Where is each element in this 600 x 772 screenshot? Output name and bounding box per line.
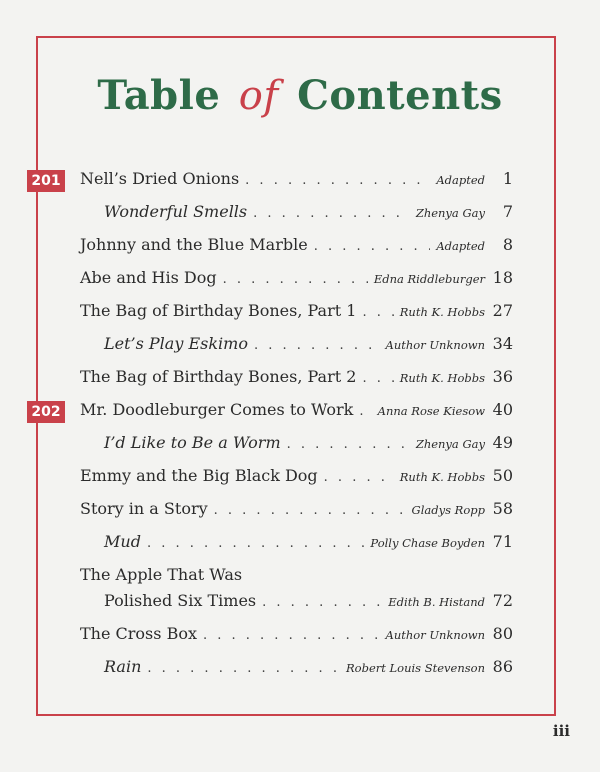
entry-author: Adapted bbox=[436, 173, 485, 187]
entry-title: I’d Like to Be a Worm bbox=[104, 433, 281, 452]
entry-page: 58 bbox=[492, 499, 513, 518]
leader-dots bbox=[362, 305, 393, 320]
leader-dots bbox=[245, 173, 430, 188]
title-word-table: Table bbox=[97, 72, 221, 119]
leader-dots bbox=[223, 272, 368, 287]
unit-badge-201: 201 bbox=[27, 170, 65, 192]
toc-entry[interactable] bbox=[104, 532, 513, 556]
entry-author: Edith B. Histand bbox=[388, 595, 485, 609]
toc-entry[interactable] bbox=[80, 268, 513, 292]
entry-title: Abe and His Dog bbox=[80, 268, 217, 287]
unit-badge-202: 202 bbox=[27, 401, 65, 423]
leader-dots bbox=[203, 628, 380, 643]
leader-dots bbox=[287, 437, 410, 452]
toc-entry[interactable] bbox=[104, 334, 513, 358]
toc-entry[interactable] bbox=[104, 657, 513, 681]
entry-title: Let’s Play Eskimo bbox=[104, 334, 248, 353]
title-word-contents: Contents bbox=[297, 72, 503, 119]
toc-entry[interactable] bbox=[80, 235, 513, 259]
leader-dots bbox=[314, 239, 431, 254]
entry-title: The Bag of Birthday Bones, Part 2 bbox=[80, 367, 357, 386]
toc-entry[interactable] bbox=[104, 433, 513, 457]
entry-title: Story in a Story bbox=[80, 499, 208, 518]
title-word-of: of bbox=[238, 73, 279, 119]
entry-title: The Cross Box bbox=[80, 624, 197, 643]
leader-dots bbox=[147, 661, 340, 676]
entry-title: Polished Six Times bbox=[104, 591, 257, 610]
entry-page: 36 bbox=[492, 367, 513, 386]
entry-author: Robert Louis Stevenson bbox=[346, 661, 485, 675]
entry-author: Ruth K. Hobbs bbox=[399, 305, 485, 319]
entry-author: Adapted bbox=[436, 239, 485, 253]
entry-title: Mr. Doodleburger Comes to Work bbox=[80, 400, 354, 419]
leader-dots bbox=[262, 595, 382, 610]
entry-author: Zhenya Gay bbox=[415, 206, 485, 220]
entry-page: 8 bbox=[502, 235, 513, 254]
entry-author: Polly Chase Boyden bbox=[370, 536, 485, 550]
toc-entry[interactable] bbox=[80, 624, 513, 648]
entry-page: 50 bbox=[492, 466, 513, 485]
entry-page: 40 bbox=[492, 400, 513, 419]
entry-author: Author Unknown bbox=[385, 628, 485, 642]
entry-page: 72 bbox=[492, 591, 513, 610]
entry-author: Author Unknown bbox=[385, 338, 485, 352]
entry-page: 27 bbox=[492, 301, 513, 320]
entry-author: Edna Riddleburger bbox=[373, 272, 485, 286]
toc-entry[interactable] bbox=[80, 169, 513, 193]
entry-page: 18 bbox=[492, 268, 513, 287]
entry-author: Anna Rose Kiesow bbox=[377, 404, 485, 418]
entry-author: Ruth K. Hobbs bbox=[399, 371, 485, 385]
toc-entry[interactable] bbox=[80, 499, 513, 523]
leader-dots bbox=[362, 371, 393, 386]
entry-title: Rain bbox=[104, 657, 142, 676]
entry-author: Gladys Ropp bbox=[411, 503, 485, 517]
toc-entry[interactable] bbox=[80, 466, 513, 490]
toc-entry[interactable] bbox=[104, 591, 513, 615]
entry-page: 80 bbox=[492, 624, 513, 643]
entry-title: Wonderful Smells bbox=[104, 202, 248, 221]
entry-title: Nell’s Dried Onions bbox=[80, 169, 240, 188]
entry-author: Ruth K. Hobbs bbox=[399, 470, 485, 484]
page-number: iii bbox=[552, 722, 570, 740]
entry-page: 86 bbox=[492, 657, 513, 676]
toc-entry[interactable] bbox=[80, 367, 513, 391]
toc-entry[interactable] bbox=[80, 301, 513, 325]
leader-dots bbox=[147, 536, 364, 551]
entry-page: 1 bbox=[502, 169, 513, 188]
leader-dots bbox=[214, 503, 406, 518]
entry-page: 49 bbox=[492, 433, 513, 452]
entry-title: The Bag of Birthday Bones, Part 1 bbox=[80, 301, 357, 320]
entry-title: Emmy and the Big Black Dog bbox=[80, 466, 318, 485]
entry-page: 7 bbox=[502, 202, 513, 221]
leader-dots bbox=[324, 470, 394, 485]
entry-page: 71 bbox=[492, 532, 513, 551]
leader-dots bbox=[253, 206, 410, 221]
toc-entry[interactable] bbox=[104, 202, 513, 226]
entry-author: Zhenya Gay bbox=[415, 437, 485, 451]
entry-page: 34 bbox=[492, 334, 513, 353]
entry-title: Johnny and the Blue Marble bbox=[80, 235, 308, 254]
entry-title-line1: The Apple That Was bbox=[80, 565, 243, 584]
leader-dots bbox=[359, 404, 371, 419]
toc-entry[interactable] bbox=[80, 400, 513, 424]
entry-title: Mud bbox=[104, 532, 141, 551]
leader-dots bbox=[254, 338, 380, 353]
